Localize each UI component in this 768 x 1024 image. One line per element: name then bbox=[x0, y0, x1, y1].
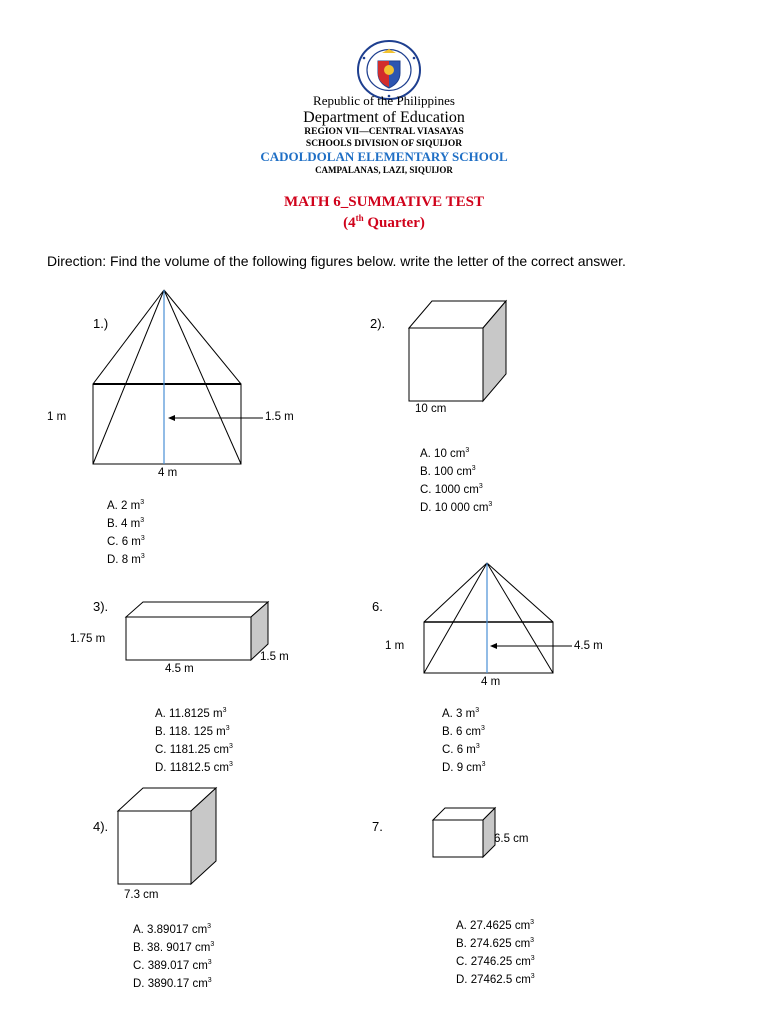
q2-choice-b[interactable]: B. 100 $cm^3$ bbox=[420, 465, 476, 478]
q1-slant-label: 1.5 m bbox=[265, 411, 294, 423]
republic-line: Republic of the Philippines bbox=[313, 93, 455, 108]
q2-choice-a[interactable]: A. 10 $cm^3$ bbox=[420, 447, 470, 460]
q7-choice-a[interactable]: A. 27.4625 $cm^3$ bbox=[456, 919, 535, 932]
q3-choice-b[interactable]: B. 118. 125 $m^3$ bbox=[155, 725, 230, 738]
region-line: REGION VII—CENTRAL VIASAYAS bbox=[304, 127, 464, 137]
q1-choice-a[interactable]: A. 2 $m^3$ bbox=[107, 499, 145, 512]
question-2-number: 2). bbox=[370, 316, 386, 331]
q4-choice-b[interactable]: B. 38. 9017 $cm^3$ bbox=[133, 941, 215, 954]
q3-height-label: 1.75 m bbox=[70, 633, 106, 645]
question-7-number: 7. bbox=[372, 819, 383, 834]
school-name: CADOLDOLAN ELEMENTARY SCHOOL bbox=[260, 149, 508, 164]
division-line: SCHOOLS DIVISION OF SIQUIJOR bbox=[305, 139, 463, 149]
q2-edge-label: 10 cm bbox=[415, 403, 447, 415]
q3-choice-c[interactable]: C. 1181.25 $cm^3$ bbox=[155, 743, 233, 756]
q3-length-label: 4.5 m bbox=[165, 663, 194, 675]
question-4-number: 4). bbox=[93, 819, 109, 834]
q7-choice-c[interactable]: C. 2746.25 $cm^3$ bbox=[456, 955, 535, 968]
q4-choice-a[interactable]: A. 3.89017 $cm^3$ bbox=[133, 923, 212, 936]
q6-choice-a[interactable]: A. 3 $m^3$ bbox=[442, 707, 480, 720]
q2-choice-c[interactable]: C. 1000 $cm^3$ bbox=[420, 483, 483, 496]
question-3-number: 3). bbox=[93, 599, 109, 614]
direction-text: Direction: Find the volume of the following figures below. write the letter of the correct answer. bbox=[47, 253, 626, 269]
q4-edge-label: 7.3 cm bbox=[124, 889, 159, 901]
q1-height-label: 1 m bbox=[47, 411, 67, 423]
q7-choice-b[interactable]: B. 274.625 $cm^3$ bbox=[456, 937, 535, 950]
q6-base-label: 4 m bbox=[481, 676, 501, 688]
q3-width-label: 1.5 m bbox=[260, 651, 289, 663]
q3-choice-d[interactable]: D. 11812.5 $cm^3$ bbox=[155, 761, 233, 774]
q6-slant-label: 4.5 m bbox=[574, 640, 603, 652]
school-address: CAMPALANAS, LAZI, SIQUIJOR bbox=[315, 165, 453, 175]
q7-choice-d[interactable]: D. 27462.5 $cm^3$ bbox=[456, 973, 535, 986]
q1-choice-b[interactable]: B. 4 $m^3$ bbox=[107, 517, 145, 530]
q4-choice-d[interactable]: D. 3890.17 $cm^3$ bbox=[133, 977, 212, 990]
test-title: MATH 6_SUMMATIVE TEST bbox=[283, 194, 485, 210]
q6-height-label: 1 m bbox=[385, 640, 405, 652]
q2-choice-d[interactable]: D. 10 000 $cm^3$ bbox=[420, 501, 493, 514]
q7-edge-label: 6.5 cm bbox=[494, 833, 529, 845]
q1-base-label: 4 m bbox=[158, 467, 178, 479]
test-quarter: (4th Quarter) bbox=[343, 213, 425, 231]
question-6-number: 6. bbox=[372, 599, 383, 614]
q6-choice-b[interactable]: B. 6 $cm^3$ bbox=[442, 725, 485, 738]
q3-choice-a[interactable]: A. 11.8125 $m^3$ bbox=[155, 707, 227, 720]
q7-choices bbox=[456, 917, 535, 989]
q1-choice-d[interactable]: D. 8 $m^3$ bbox=[107, 553, 145, 566]
q6-choice-d[interactable]: D. 9 $cm^3$ bbox=[442, 761, 486, 774]
department-name: Department of Education bbox=[303, 109, 465, 126]
q6-choice-c[interactable]: C. 6 $m^3$ bbox=[442, 743, 480, 756]
question-1-number: 1.) bbox=[93, 316, 109, 331]
q4-choice-c[interactable]: C. 389.017 $cm^3$ bbox=[133, 959, 212, 972]
q1-choice-c[interactable]: C. 6 $m^3$ bbox=[107, 535, 145, 548]
